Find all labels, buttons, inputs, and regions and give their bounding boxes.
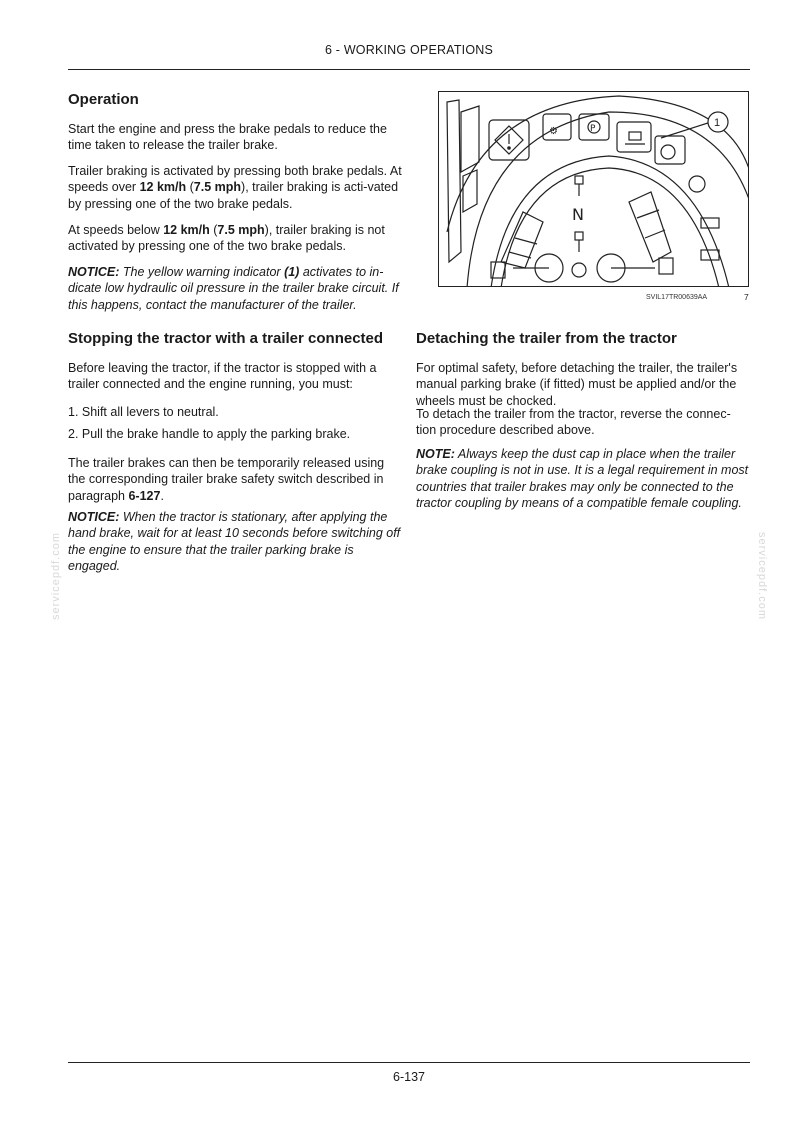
figure-number: 7 bbox=[744, 292, 749, 302]
operation-heading: Operation bbox=[68, 91, 139, 108]
page-number: 6-137 bbox=[393, 1070, 425, 1084]
detaching-note: NOTE: Always keep the dust cap in place when the trailer brake coupling is not in use. It is a legal requirement in most countries that trailer brakes may only be connected to the tractor coupling by means of a compatible female coupling. bbox=[416, 447, 749, 511]
dashboard-illustration bbox=[439, 92, 749, 287]
svg-text:⚙: ⚙ bbox=[549, 126, 558, 137]
list-item: 1. Shift all levers to neutral. bbox=[68, 405, 219, 419]
page-header-title: 6 - WORKING OPERATIONS bbox=[324, 43, 494, 57]
operation-paragraph-2: Trailer braking is activated by pressing both brake pedals. At speeds over 12 km/h (7.5 mph), trailer braking is acti-vated by pressing one of the two brake pedals. bbox=[68, 164, 402, 211]
detaching-paragraph-1: For optimal safety, before detaching the trailer, the trailer's manual parking brake (if fitted) must be applied and/or the wheels must be chocked. bbox=[416, 361, 738, 408]
stopping-paragraph-2: The trailer brakes can then be temporarily released using the corresponding trailer brake safety switch described in paragraph 6-127. bbox=[68, 456, 385, 503]
operation-notice: NOTICE: The yellow warning indicator (1) activates to in-dicate low hydraulic oil pressure in the trailer brake circuit. If this happens, contact the manufacturer of the trailer. bbox=[68, 265, 399, 312]
watermark-left: servicepdf.com bbox=[49, 532, 62, 620]
stopping-notice: NOTICE: When the tractor is stationary, after applying the hand brake, wait for at least 10 seconds before switching off the engine to ensure that the trailer parking brake is engaged. bbox=[68, 510, 401, 574]
footer-divider bbox=[68, 1062, 750, 1063]
operation-paragraph-1: Start the engine and press the brake pedals to reduce the time taken to release the trailer brake. bbox=[68, 122, 387, 153]
svg-text:P: P bbox=[590, 124, 596, 134]
figure-callout-label: 1 bbox=[714, 117, 721, 129]
stopping-steps-list bbox=[68, 404, 404, 449]
stopping-paragraph-1: Before leaving the tractor, if the tractor is stopped with a trailer connected and the engine running, you must: bbox=[68, 361, 377, 392]
stopping-heading: Stopping the tractor with a trailer connected bbox=[68, 330, 384, 347]
operation-paragraph-3: At speeds below 12 km/h (7.5 mph), trailer braking is not activated by pressing one of the two brake pedals. bbox=[68, 223, 385, 254]
detaching-heading: Detaching the trailer from the tractor bbox=[416, 330, 677, 347]
header-divider bbox=[68, 69, 750, 70]
watermark-right: servicepdf.com bbox=[755, 532, 768, 620]
figure-caption: SVIL17TR00639AA bbox=[646, 294, 708, 301]
list-item: 2. Pull the brake handle to apply the parking brake. bbox=[68, 427, 351, 442]
instrument-panel-figure bbox=[438, 91, 749, 287]
detaching-paragraph-2: To detach the trailer from the tractor, reverse the connec-tion procedure described above. bbox=[416, 407, 731, 438]
svg-text:N: N bbox=[572, 205, 584, 224]
